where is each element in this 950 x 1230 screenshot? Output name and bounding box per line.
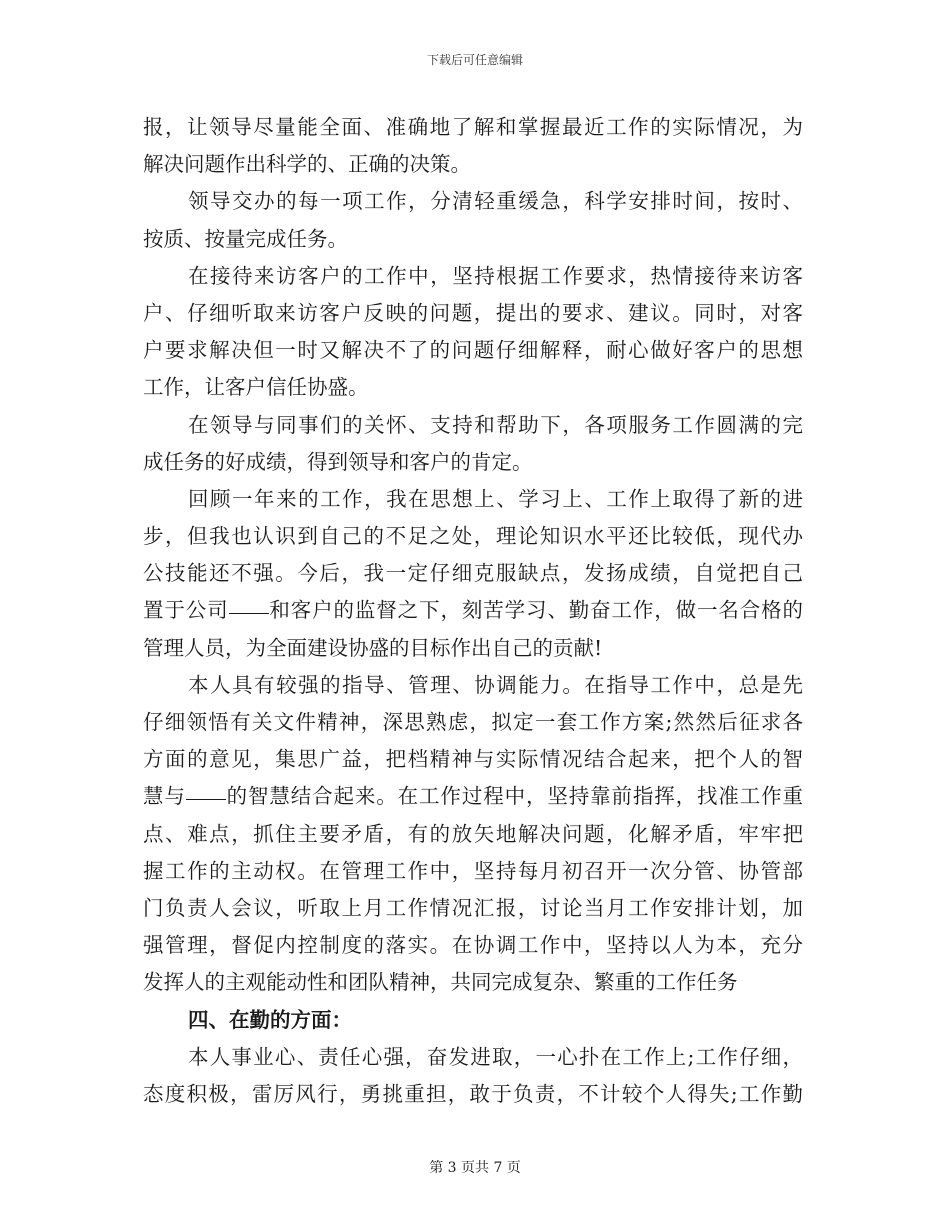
body-line: 公技能还不强。今后，我一定仔细克服缺点，发扬成绩，自觉把自己 [143, 561, 803, 586]
body-line: 握工作的主动权。在管理工作中，坚持每月初召开一次分管、协管部 [143, 858, 803, 883]
paragraph-first-line: 在领导与同事们的关怀、支持和帮助下，各项服务工作圆满的完 [188, 412, 803, 437]
paragraph-first-line: 本人具有较强的指导、管理、协调能力。在指导工作中，总是先 [188, 672, 803, 697]
document-body [143, 109, 803, 1113]
body-line: 管理人员，为全面建设协盛的目标作出自己的贡献! [143, 635, 603, 660]
body-line: 强管理，督促内控制度的落实。在协调工作中，坚持以人为本，充分 [143, 933, 803, 958]
body-line-with-blank [143, 778, 803, 815]
body-line: 点、难点，抓住主要矛盾，有的放矢地解决问题，化解矛盾，牢牢把 [143, 821, 803, 846]
text-before-blank: 置于公司 [143, 598, 229, 623]
section-heading: 四、在勤的方面： [188, 1007, 352, 1032]
body-line: 按质、按量完成任务。 [143, 226, 348, 251]
fill-in-blank [186, 798, 226, 800]
paragraph-first-line: 在接待来访客户的工作中，坚持根据工作要求，热情接待来访客 [188, 263, 803, 288]
fill-in-blank [229, 612, 269, 614]
body-line: 步，但我也认识到自己的不足之处，理论知识水平还比较低，现代办 [143, 524, 803, 549]
page-header: 下载后可任意编辑 [426, 53, 523, 67]
body-line: 方面的意见，集思广益，把档精神与实际情况结合起来，把个人的智 [143, 747, 803, 772]
body-line: 户要求解决但一时又解决不了的问题仔细解释，耐心做好客户的思想 [143, 338, 803, 363]
body-line: 发挥人的主观能动性和团队精神，共同完成复杂、繁重的工作任务 [143, 970, 738, 995]
text-after-blank: 的智慧结合起来。在工作过程中，坚持靠前指挥，找准工作重 [225, 784, 804, 809]
body-line-with-blank [143, 592, 803, 629]
body-line: 工作，让客户信任协盛。 [143, 375, 369, 400]
body-line: 报，让领导尽量能全面、准确地了解和掌握最近工作的实际情况，为 [143, 115, 803, 139]
paragraph-first-line: 回顾一年来的工作，我在思想上、学习上、工作上取得了新的进 [188, 486, 803, 511]
text-before-blank: 慧与 [143, 784, 186, 809]
body-line: 解决问题作出科学的、正确的决策。 [143, 152, 471, 177]
paragraph-first-line: 领导交办的每一项工作，分清轻重缓急，科学安排时间，按时、 [188, 189, 803, 214]
page-number: 第 3 页共 7 页 [429, 1160, 521, 1176]
body-line: 态度积极，雷厉风行，勇挑重担，敢于负责，不计较个人得失;工作勤 [143, 1081, 803, 1106]
body-line: 门负责人会议，听取上月工作情况汇报，讨论当月工作安排计划，加 [143, 895, 803, 920]
text-after-blank: 和客户的监督之下，刻苦学习、勤奋工作，做一名合格的 [268, 598, 804, 623]
body-line: 户、仔细听取来访客户反映的问题，提出的要求、建议。同时，对客 [143, 300, 803, 325]
paragraph-first-line: 本人事业心、责任心强，奋发进取，一心扑在工作上;工作仔细， [188, 1044, 803, 1069]
body-line: 成任务的好成绩，得到领导和客户的肯定。 [143, 449, 533, 474]
body-line: 仔细领悟有关文件精神，深思熟虑，拟定一套工作方案;然然后征求各 [143, 710, 803, 734]
